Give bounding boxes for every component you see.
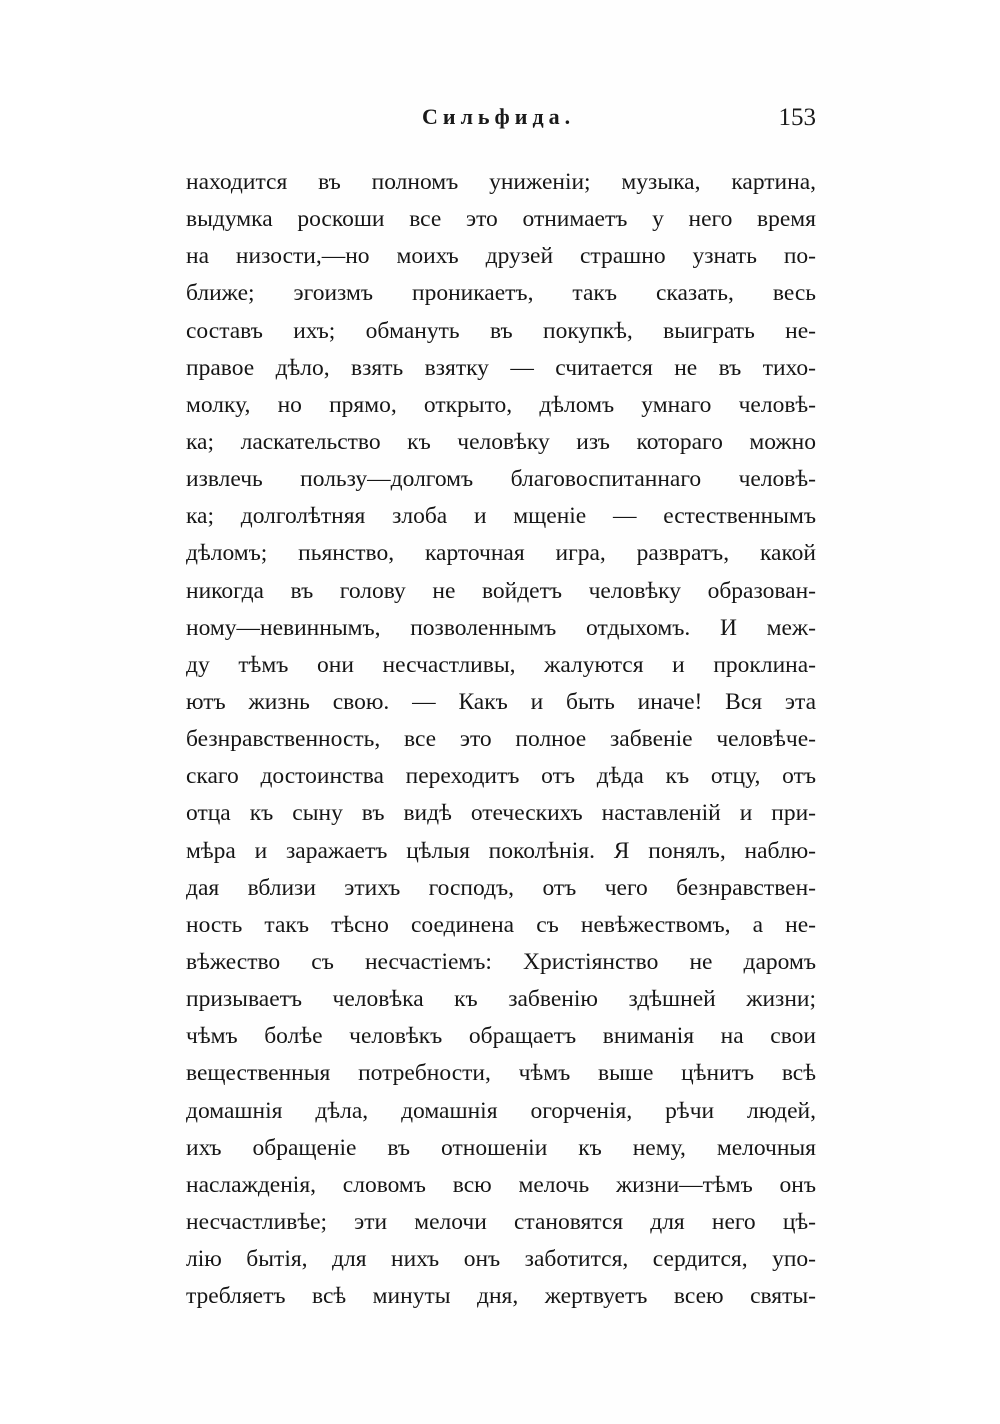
text-line: ихъ обращеніе въ отношеніи къ нему, мелочныя [186,1134,816,1161]
text-line: ютъ жизнь свою. — Какъ и быть иначе! Вся эта [186,688,816,715]
text-line: домашнія дѣла, домашнія огорченія, рѣчи людей, [186,1097,816,1124]
text-line: ному—невиннымъ, позволеннымъ отдыхомъ. И меж- [186,614,816,641]
text-line: вещественныя потребности, чѣмъ выше цѣнитъ всѣ [186,1060,816,1087]
text-line: составъ ихъ; обмануть въ покупкѣ, выиграть не- [186,317,816,344]
text-line: ду тѣмъ они несчастливы, жалуются и проклина- [186,651,816,678]
text-line: находится въ полномъ униженіи; музыка, картина, [186,169,816,195]
text-line: извлечь пользу—долгомъ благовоспитаннаго человѣ- [186,466,816,493]
text-line: безнравственность, все это полное забвеніе человѣче- [186,726,816,753]
text-line: ближе; эгоизмъ проникаетъ, такъ сказать, весь [186,280,816,307]
text-line: вѣжество съ несчастіемъ: Христіянство не даромъ [186,948,816,975]
text-line: лію бытія, для нихъ онъ заботится, сердится, упо- [186,1246,816,1273]
text-line: правое дѣло, взять взятку — считается не въ тихо- [186,354,816,381]
running-header [186,104,816,134]
text-line: дая вблизи этихъ господъ, отъ чего безнравствен- [186,874,816,901]
text-line: ность такъ тѣсно соединена съ невѣжествомъ, а не- [186,911,816,938]
text-line: ка; ласкательство къ человѣку изъ котораго можно [186,428,816,455]
text-line: мѣра и заражаетъ цѣлыя поколѣнія. Я понялъ, наблю- [186,837,816,864]
body-text [186,164,816,1315]
page-number: 153 [778,104,816,131]
text-line: наслажденія, словомъ всю мелочь жизни—тѣмъ онъ [186,1171,816,1198]
text-line: несчастливѣе; эти мелочи становятся для него цѣ- [186,1208,816,1235]
text-line: требляетъ всѣ минуты дня, жертвуетъ всею святы- [186,1283,816,1310]
text-line: скаго достоинства переходитъ отъ дѣда къ отцу, отъ [186,763,816,790]
text-line: ка; долголѣтняя злоба и мщеніе — естественнымъ [186,503,816,530]
text-line: выдумка роскоши все это отнимаетъ у него время [186,206,816,233]
text-line: отца къ сыну въ видѣ отеческихъ наставленій и при- [186,800,816,827]
text-line: чѣмъ болѣе человѣкъ обращаетъ вниманія на свои [186,1023,816,1050]
text-line: призываетъ человѣка къ забвенію здѣшней жизни; [186,986,816,1013]
text-line: на низости,—но моихъ друзей страшно узнать по- [186,243,816,270]
text-line: дѣломъ; пьянство, карточная игра, развратъ, какой [186,540,816,567]
running-title: Сильфида. [422,104,576,129]
text-line: никогда въ голову не войдетъ человѣку образован- [186,577,816,604]
text-line: молку, но прямо, открыто, дѣломъ умнаго человѣ- [186,391,816,418]
